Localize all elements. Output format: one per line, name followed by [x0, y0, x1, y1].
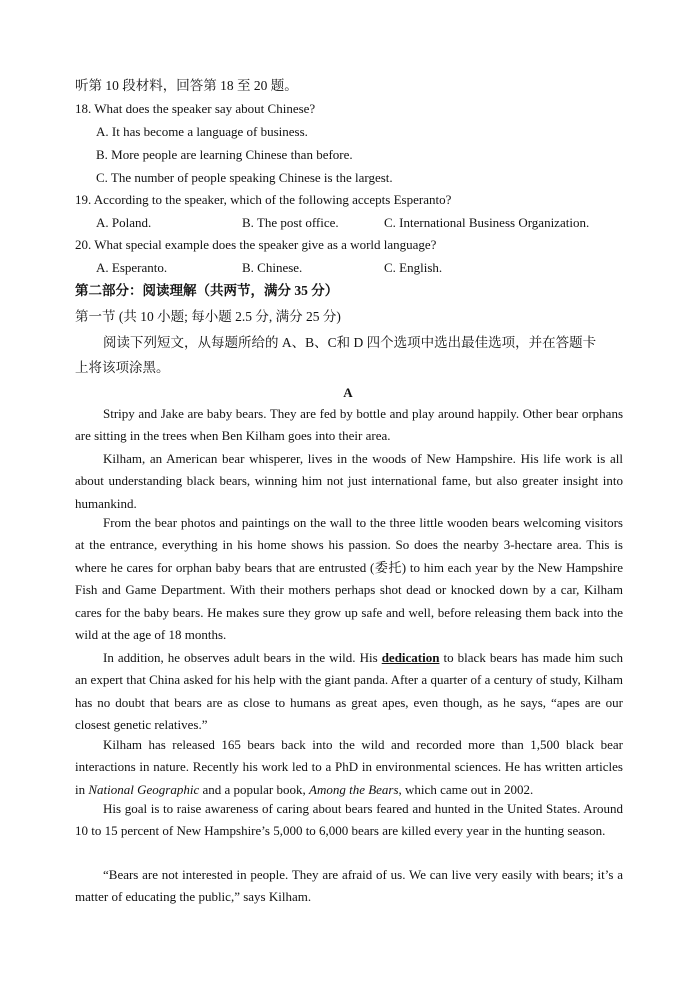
instruction-line-2: 上将该项涂黑。	[75, 360, 170, 375]
paragraph-5	[75, 734, 623, 801]
part-two-title: 第二部分：阅读理解（共两节，满分 35 分）	[75, 283, 339, 298]
question-18-option-a: A. It has become a language of business.	[96, 124, 308, 139]
paragraph-4	[75, 647, 623, 737]
question-19-option-c: C. International Business Organization.	[384, 215, 590, 230]
instruction-line-1: 阅读下列短文，从每题所给的 A、B、C和 D 四个选项中选出最佳选项，并在答题卡	[103, 335, 597, 350]
question-18-option-b: B. More people are learning Chinese than before.	[96, 147, 353, 162]
paragraph-5-end: , which came out in 2002.	[398, 781, 534, 797]
paragraph-2: Kilham, an American bear whisperer, lives in the woods of New Hampshire. His life work is all about understanding black bears, winning him not just international fame, but also greater insight into humankind.	[75, 451, 623, 511]
magazine-title: National Geographic	[88, 781, 200, 797]
paragraph-5-mid: and a popular book,	[199, 781, 309, 797]
question-19-option-b: B. The post office.	[242, 215, 339, 230]
paragraph-4-start: In addition, he observes adult bears in the wild. His	[103, 650, 382, 665]
question-18-option-c: C. The number of people speaking Chinese is the largest.	[96, 170, 393, 185]
keyword-dedication: dedication	[381, 650, 440, 665]
question-19-option-a: A. Poland.	[96, 215, 152, 230]
listening-intro: 听第 10 段材料，回答第 18 至 20 题。	[75, 78, 298, 93]
question-18-stem: 18. What does the speaker say about Chinese?	[75, 101, 316, 116]
question-19-stem: 19. According to the speaker, which of the following accepts Esperanto?	[75, 192, 452, 207]
question-20-option-a: A. Esperanto.	[96, 260, 168, 275]
book-title: Among the Bears	[309, 781, 399, 797]
paragraph-1: Stripy and Jake are baby bears. They are fed by bottle and play around happily. Other bear orphans are sitting in the trees when Ben Kilham goes into their area.	[75, 406, 623, 444]
paragraph-3: From the bear photos and paintings on the wall to the three little wooden bears welcoming visitors at the entrance, everything in his home shows his passion. So does the nearby 3-hectare area. This is where he cares for orphan baby bears that are entrusted (委托) to him each year by the New Hampshire Fish and Game Department. With their mothers perhaps shot dead or knocked down by a car, Kilham cares for the baby bears. He makes sure they grow up safe and well, before releasing them back into the wild at the age of 18 months.	[75, 515, 623, 643]
question-20-stem: 20. What special example does the speaker give as a world language?	[75, 237, 437, 252]
paragraph-6: His goal is to raise awareness of caring about bears feared and hunted in the United States. Around 10 to 15 percent of New Hampshire’s 5,000 to 6,000 bears are killed every year in the hunting season.	[75, 801, 623, 839]
passage-label: A	[343, 385, 353, 400]
paragraph-5-start: Kilham has released 165 bears back into the wild and recorded more than 1,500 black bear interactions in nature. Recently his work led to a PhD in environmental sciences. He has written articles in	[75, 737, 623, 797]
section-one-title: 第一节 (共 10 小题; 每小题 2.5 分, 满分 25 分)	[75, 309, 341, 324]
paragraph-7: “Bears are not interested in people. They are afraid of us. We can live very easily with bears; it’s a matter of educating the public,” says Kilham.	[75, 867, 623, 905]
paragraph-4-end: to black bears has made him such an expert that China asked for his help with the giant panda. After a quarter of a century of study, Kilham has no doubt that bears are as close to humans as great apes, even though, as he says, “apes are our closest genetic relatives.”	[75, 650, 623, 733]
question-20-option-b: B. Chinese.	[242, 260, 303, 275]
question-20-option-c: C. English.	[384, 260, 443, 275]
